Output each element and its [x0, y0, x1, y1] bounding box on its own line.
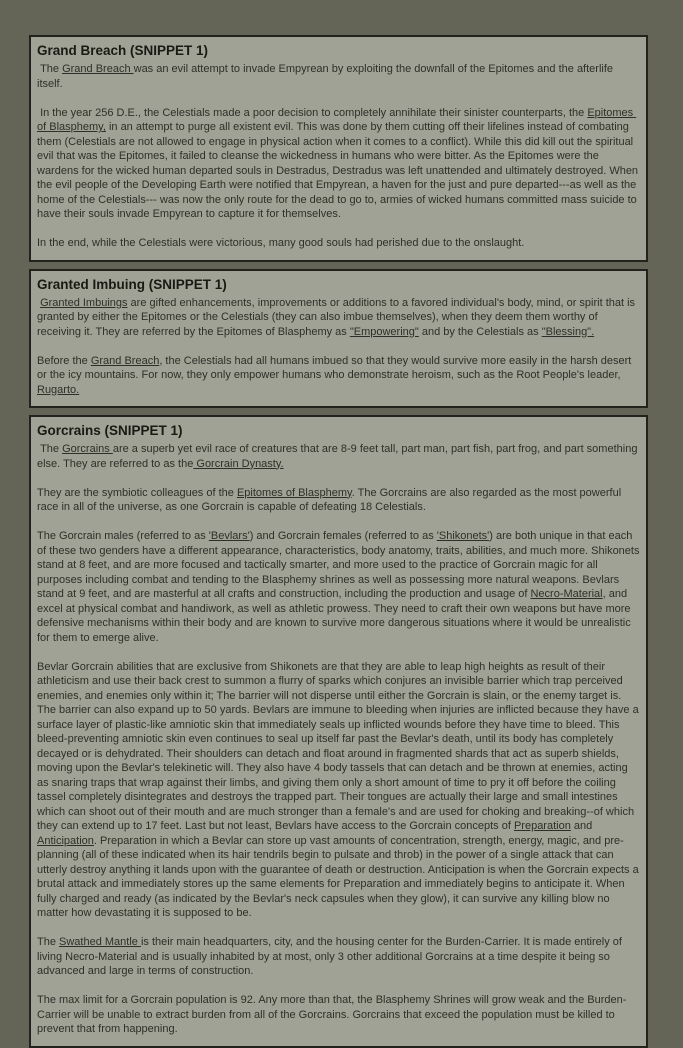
- panel-grand-breach: [29, 35, 648, 262]
- wiki-link[interactable]: Necro-Material: [530, 588, 603, 600]
- paragraph: [37, 529, 643, 645]
- panel-body-grand-breach: [37, 62, 640, 251]
- paragraph: [37, 354, 640, 398]
- wiki-link[interactable]: Epitomes of Blasphemy: [236, 486, 352, 499]
- wiki-link[interactable]: Anticipation: [37, 834, 94, 847]
- paragraph: [37, 660, 640, 921]
- panel-title-gorcrains: Gorcrains (SNIPPET 1): [37, 423, 183, 438]
- text-run: The: [37, 443, 63, 455]
- text-run: Bevlar Gorcrain abilities that are exclusive from Shikonets are that they are able to leap high heights as result of their athleticism and use their back crest to summon a flurry of sparks which conjures an invisible barrier which trap perceived enemies, and enemies only within it; The barrier will not disperse until either the Gorcrain is slain, or the enemy target is. The barrier can also expand up to 50 yards. Bevlars are immune to bleeding when injuries are inflicted because they have a surface layer of plastic-like amniotic skin that immediately seals up inflicted wounds before they have time to bleed. This bleed-preventing amniotic skin even continues to seal up itself far past the Bevlar's death, until its body has completely decayed or is dehydrated. Their shoulders can detach and float around in fragmented shards that act as superb shields, moving upon the Bevlar's telekinetic will. They also have 4 body tassels that can detach and be thrown at enemies, acting as snaring traps that wrap against their limbs, and giving them only a short amount of time to pry it off before the coiling tassel completely disintegrates and destroys the trapped part. Their tongues are actually their large and small intestines which can shoot out of their mouth and are much stronger than a female's and are used for choking and breaking--of which they can extend up to 17 feet. Last but not least, Bevlars have access to the Gorcrain concepts of: [37, 660, 642, 832]
- text-run: In the end, while the Celestials were victorious, many good souls had perished due to the onslaught.: [37, 237, 525, 249]
- paragraph: [37, 106, 640, 222]
- text-run: ) are both unique in that each of these two genders have a different appearance, characteristics, body anatomy, traits, abilities, and much more. Shikonets stand at 8 feet, and are more focused and tactically smarter, and more used to the practice of Gorcrain magic for all purposes including combat and tending to the Blasphemy shrines as well as possessing more natural weapons. Bevlars stand at 9 feet, and are masterful at all crafts and construction, including the production and usage of: [37, 530, 643, 600]
- paragraph: [37, 935, 640, 979]
- text-run: Before the: [37, 354, 91, 367]
- panel-body-granted-imbuing: [37, 296, 640, 398]
- text-run: in an attempt to purge all existent evil. This was done by them cutting off their lifelines instead of combating them (Celestials are not allowed to engage in physical action when it comes to a conflict). While this did kill out the spiritual evil that was the Epitomes, it failed to cleanse the wickedness in humans who were bitter. As the Epitomes were the wardens for the wicked human departed souls in Destradus, Destradus was left unattended and ultimately destroyed. When the evil people of the Developing Earth were notified that Empyrean, a haven for the just and pure departed---as well as the home of the Celestials--- was now the only route for the dead to go to, armies of wicked humans committed mass suicide to have their souls invade Empyrean to capture it for themselves.: [37, 121, 642, 220]
- wiki-link[interactable]: 'Bevlars': [208, 530, 250, 542]
- wiki-link[interactable]: Gorcrain Dynasty.: [193, 457, 284, 470]
- wiki-link[interactable]: Rugarto.: [37, 383, 80, 396]
- text-run: and by the Celestials as: [418, 325, 542, 338]
- text-run: and: [570, 820, 595, 832]
- paragraph: [37, 236, 640, 251]
- paragraph: [37, 442, 640, 471]
- text-run: ) and Gorcrain females (referred to as: [249, 530, 437, 542]
- text-run: In the year 256 D.E., the Celestials made a poor decision to completely annihilate their sinister counterparts, the: [37, 106, 588, 119]
- paragraph: [37, 296, 640, 340]
- paragraph: [37, 993, 640, 1037]
- text-run: They are the symbiotic colleagues of the: [37, 486, 237, 499]
- panel-title-granted-imbuing: Granted Imbuing (SNIPPET 1): [37, 276, 227, 292]
- text-run: , and excel at physical combat and handiwork, as well as athletic prowess. They need to craft their own weapons but have more defensive mechanisms within their body and are known to survive more dangerous situations where it would be unrealistic for them to emerge alive.: [37, 588, 634, 644]
- wiki-link[interactable]: Grand Breach: [90, 354, 160, 367]
- wiki-link[interactable]: "Blessing".: [541, 325, 595, 338]
- text-run: are gifted enhancements, improvements or additions to a favored individual's body, mind, or spirit that is granted by either the Epitomes or the Celestials (they can also imbue themselves), when they deem them worthy of receiving it. They are referred by the Epitomes of Blasphemy as: [37, 296, 639, 338]
- text-run: are a superb yet evil race of creatures that are 8-9 feet tall, part man, part fish, part frog, and part something else. They are referred to as the: [37, 443, 641, 470]
- text-run: The: [37, 936, 60, 948]
- wiki-link[interactable]: Swathed Mantle: [59, 936, 141, 948]
- wiki-link[interactable]: Gorcrains: [62, 443, 113, 455]
- text-run: The max limit for a Gorcrain population is 92. Any more than that, the Blasphemy Shrines will grow weak and the Burden-Carrier will be unable to extract burden from all of the Gorcrains. Gorcrains that exceed the population must be killed to prevent that from happening.: [37, 994, 627, 1035]
- paragraph: [37, 486, 640, 515]
- panel-title-grand-breach: Grand Breach (SNIPPET 1): [37, 43, 209, 58]
- wiki-link[interactable]: Grand Breach: [62, 63, 134, 75]
- paragraph: [37, 62, 640, 91]
- panel-granted-imbuing: [29, 269, 648, 409]
- wiki-link[interactable]: Granted Imbuings: [40, 296, 128, 309]
- panel-gorcrains: [29, 415, 648, 1048]
- text-run: The Gorcrain males (referred to as: [37, 530, 209, 542]
- text-run: . The Gorcrains are also regarded as the most powerful race in all of the universe, as one Gorcrain is capable of defeating 18 Celestials.: [37, 486, 625, 513]
- wiki-link[interactable]: Preparation: [513, 820, 571, 832]
- text-run: , the Celestials had all humans imbued so that they would survive more easily in the harsh desert or the icy mountains. For now, they only empower humans who demonstrate heroism, such as the Root People's leader,: [37, 354, 635, 381]
- text-run: . Preparation in which a Bevlar can store up vast amounts of concentration, strength, energy, magic, and pre-planning (all of these indicated when its hair tendrils begin to pulsate and throb) in the power of a single attack that can utterly destroy anything it lands upon with the guarantee of death or destruction. Anticipation is when the Gorcrain expects a brutal attack and immediately stores up the same elements for Preparation and immediately begins to anticipate it. When fully charged and ready (as indicated by the Bevlar's neck capsules when they glow), it can survive any killing blow no matter how devastating it is supposed to be.: [37, 834, 642, 919]
- panel-body-gorcrains: [37, 442, 643, 1037]
- wiki-link[interactable]: Epitomes of Blasphemy,: [37, 106, 637, 133]
- text-run: was an evil attempt to invade Empyrean by exploiting the downfall of the Epitomes and the afterlife itself.: [37, 63, 617, 90]
- wiki-link[interactable]: 'Shikonets': [436, 530, 490, 542]
- text-run: The: [37, 63, 63, 75]
- text-run: is their main headquarters, city, and the housing center for the Burden-Carrier. It is made entirely of living Necro-Material and is usually inhabited by at most, only 3 other additional Gorcrains at a time despite it being so advanced and large in terms of construction.: [37, 936, 625, 977]
- wiki-link[interactable]: "Empowering": [349, 325, 419, 338]
